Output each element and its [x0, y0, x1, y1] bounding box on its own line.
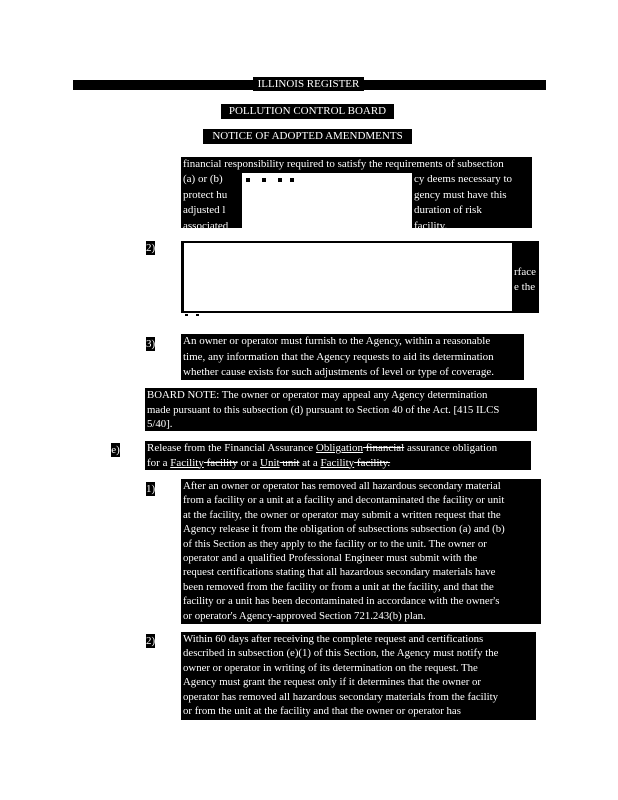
- paragraph-line: Within 60 days after receiving the complete request and certifications: [183, 633, 484, 645]
- paragraph-line: Agency must grant the request only if it determines that the owner or: [183, 676, 482, 689]
- paragraph-line: at the facility, the owner or operator may submit a written request that the: [183, 508, 501, 521]
- speck: [185, 314, 188, 316]
- section-e-heading: [145, 441, 531, 470]
- inserted-text: Facility: [320, 456, 355, 469]
- paragraph-line: been removed from the facility or from a unit at the facility, and that the: [183, 580, 494, 593]
- text-run: at a: [299, 456, 321, 469]
- redaction-gap: [184, 243, 512, 311]
- paragraph-line: or operator's Agency-approved Section 721.243(b) plan.: [183, 609, 426, 622]
- notice-title: NOTICE OF ADOPTED AMENDMENTS: [203, 129, 412, 144]
- paragraph-line: Agency release it from the obligation of subsections subsection (a) and (b): [183, 523, 505, 536]
- paragraph-line: from a facility or a unit at a facility and decontaminated the facility or unit: [183, 494, 505, 507]
- speck: [246, 178, 250, 182]
- inserted-text: Obligation: [315, 442, 363, 454]
- inserted-text: Unit: [260, 456, 280, 469]
- board-title: POLLUTION CONTROL BOARD: [221, 104, 394, 119]
- paragraph-line: financial responsibility required to satisfy the requirements of subsection: [183, 158, 504, 170]
- paragraph-line: operator and a qualified Professional Engineer must submit with the: [183, 552, 478, 565]
- text-run: Release from the Financial Assurance: [147, 442, 316, 454]
- paragraph-line: operator has removed all hazardous secondary materials from the facility: [183, 690, 499, 703]
- fragment: duration of risk: [414, 204, 482, 216]
- redaction-gap: [242, 173, 412, 228]
- item-e1-number: 1): [146, 483, 155, 495]
- paragraph-line: facility or a unit has been decontaminated in accordance with the owner's: [183, 595, 500, 608]
- top-left-fragments: [183, 172, 241, 234]
- speck: [196, 314, 199, 316]
- fragment: gency must have this: [414, 188, 507, 201]
- section-e-number: e): [111, 444, 120, 456]
- paragraph-line: whether cause exists for such adjustments of level or type of coverage.: [183, 366, 494, 378]
- heading-line: [147, 456, 529, 471]
- item-e1-block: [181, 479, 541, 624]
- paragraph-line: described in subsection (e)(1) of this Section, the Agency must notify the: [183, 647, 499, 660]
- fragment: e the: [514, 281, 536, 293]
- paragraph-line: BOARD NOTE: The owner or operator may appeal any Agency determination: [147, 389, 488, 401]
- paragraph-line: of this Section as they apply to the facility or to the unit. The owner or: [183, 537, 487, 550]
- paragraph-line: or from the unit at the facility and that the owner or operator has: [183, 705, 461, 718]
- text-run: or a: [237, 456, 261, 469]
- fragment: associated: [183, 219, 229, 232]
- item-3-number: 3): [146, 338, 155, 350]
- item-e2-block: [181, 632, 536, 720]
- deleted-text: facility: [203, 456, 238, 469]
- deleted-text: facility.: [354, 456, 391, 469]
- register-title: ILLINOIS REGISTER: [253, 77, 364, 91]
- text-run: assurance obligation: [404, 442, 498, 454]
- fragment: protect hu: [183, 188, 228, 201]
- paragraph-line: request certifications stating that all hazardous secondary materials have: [183, 566, 496, 579]
- board-note: [145, 388, 537, 431]
- speck: [262, 178, 266, 182]
- paragraph-line: An owner or operator must furnish to the Agency, within a reasonable: [183, 335, 491, 347]
- fragment: adjusted l: [183, 204, 226, 216]
- deleted-text: financial: [362, 442, 405, 454]
- fragment: facility.: [414, 219, 448, 232]
- paragraph-line: time, any information that the Agency requests to aid its determination: [183, 350, 494, 363]
- speck: [278, 178, 282, 182]
- fragment: cy deems necessary to: [414, 173, 513, 185]
- fragment: (a) or (b): [183, 173, 223, 185]
- item-2-number: 2): [146, 242, 155, 254]
- paragraph-line: made pursuant to this subsection (d) pursuant to Section 40 of the Act. [415 ILCS: [147, 403, 500, 416]
- item-2-fragments: [514, 265, 540, 295]
- fragment: rface: [514, 266, 536, 278]
- paragraph-line: owner or operator in writing of its determination on the request. The: [183, 661, 478, 674]
- deleted-text: unit: [279, 456, 300, 469]
- paragraph-line: 5/40].: [147, 418, 173, 430]
- heading-line: [147, 441, 529, 456]
- text-run: for a: [147, 456, 171, 469]
- item-3-block: [181, 334, 524, 380]
- item-e2-number: 2): [146, 635, 155, 647]
- speck: [290, 178, 294, 182]
- top-right-fragments: [414, 172, 532, 234]
- inserted-text: Facility: [170, 456, 204, 469]
- paragraph-line: After an owner or operator has removed all hazardous secondary material: [183, 480, 501, 492]
